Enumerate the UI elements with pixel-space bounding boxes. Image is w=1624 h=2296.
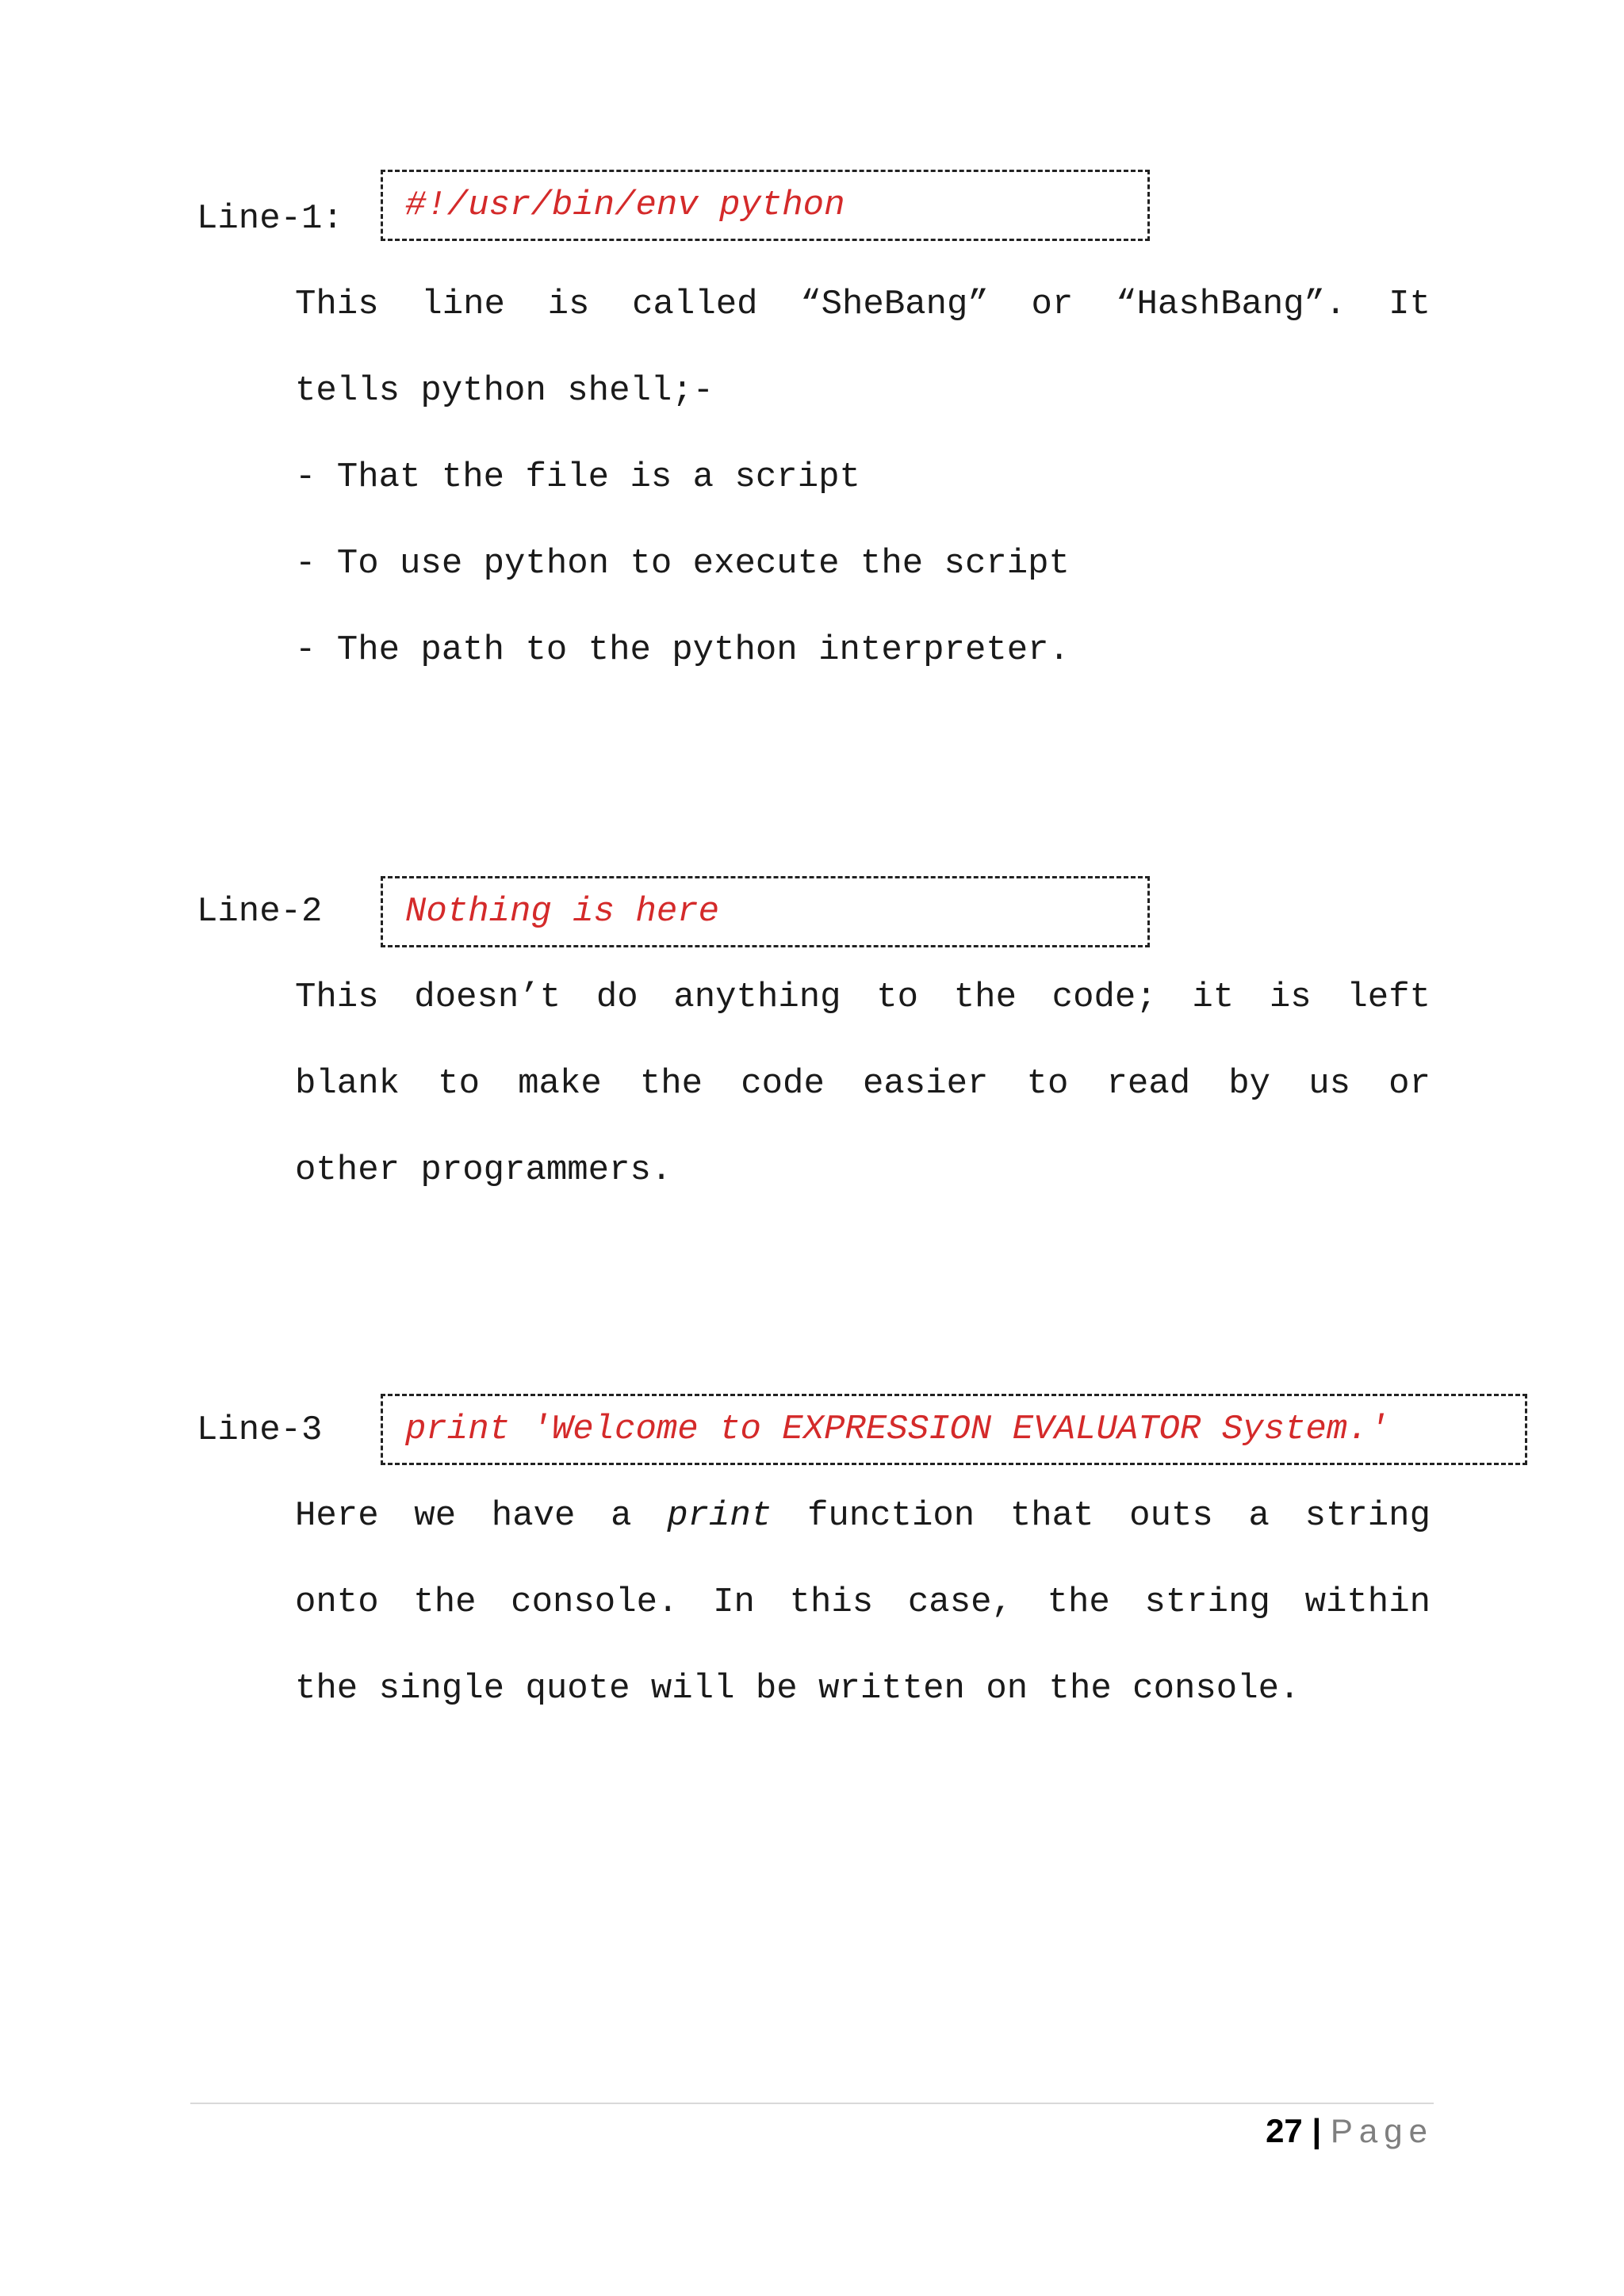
explanation-line-2 [295,955,1431,1214]
explanation-line-3 [295,1473,1431,1732]
code-line-3: print 'Welcome to EXPRESSION EVALUATOR System.' [405,1410,1390,1449]
page-word: Page [1330,2112,1434,2149]
paragraph-line: onto the console. In this case, the string within [295,1582,1431,1622]
text-fragment: Here we have a [295,1496,668,1536]
paragraph-line: blank to make the code easier to read by us or [295,1064,1431,1104]
page-number: 27 [1266,2112,1303,2149]
line-1-label: Line-1: [197,199,343,239]
text-fragment: function that outs a string [772,1496,1431,1536]
print-keyword: print [667,1496,772,1536]
line-2-label: Line-2 [197,892,323,932]
paragraph-line: This line is called “SheBang” or “HashBang”. It [295,285,1431,324]
paragraph-line: tells python shell;- [295,371,714,411]
bullet-item: - To use python to execute the script [295,544,1070,584]
code-box-line-1 [381,170,1150,241]
line-3-label: Line-3 [197,1410,323,1450]
footer-divider [190,2103,1434,2104]
code-line-1: #!/usr/bin/env python [405,186,845,225]
code-line-2: Nothing is here [405,892,720,932]
code-box-line-2 [381,876,1150,947]
explanation-line-1 [295,262,1431,694]
bullet-item: - The path to the python interpreter. [295,630,1070,670]
paragraph-line: the single quote will be written on the console. [295,1669,1300,1709]
paragraph-line: other programmers. [295,1150,672,1190]
page-separator: | [1312,2112,1322,2149]
paragraph-line: This doesn’t do anything to the code; it is left [295,978,1431,1017]
page-footer [1266,2109,1434,2153]
code-box-line-3 [381,1394,1527,1465]
paragraph-line [295,1473,1431,1559]
bullet-item: - That the file is a script [295,457,860,497]
